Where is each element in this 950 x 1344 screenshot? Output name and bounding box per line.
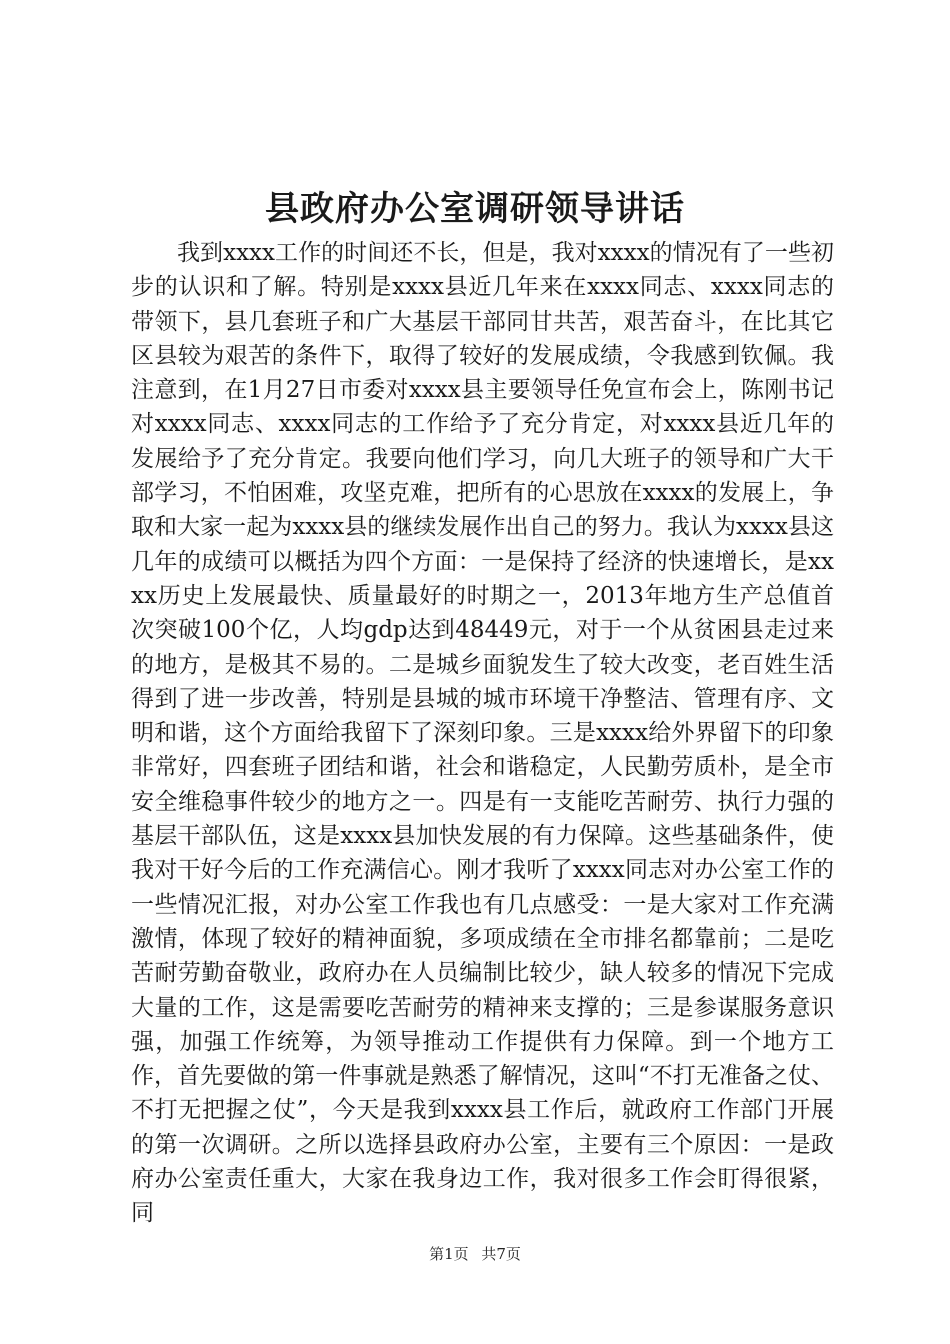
page-number: 第1页 bbox=[429, 1245, 469, 1263]
page-footer bbox=[0, 1243, 950, 1265]
page-total: 共7页 bbox=[481, 1245, 521, 1263]
document-body-paragraph: 我到xxxx工作的时间还不长，但是，我对xxxx的情况有了一些初步的认识和了解。特别是xxxx县近几年来在xxxx同志、xxxx同志的带领下，县几套班子和广大基层干部同甘共苦，艰苦奋斗，在比其它区县较为艰苦的条件下，取得了较好的发展成绩，令我感到钦佩。我注意到，在1月27日市委对xxxx县主要领导任免宣布会上，陈刚书记对xxxx同志、xxxx同志的工作给予了充分肯定，对xxxx县近几年的发展给予了充分肯定。我要向他们学习，向几大班子的领导和广大干部学习，不怕困难，攻坚克难，把所有的心思放在xxxx的发展上，争取和大家一起为xxxx县的继续发展作出自己的努力。我认为xxxx县这几年的成绩可以概括为四个方面：一是保持了经济的快速增长，是xxxx历史上发展最快、质量最好的时期之一，2013年地方生产总值首次突破100个亿，人均gdp达到48449元，对于一个从贫困县走过来的地方，是极其不易的。二是城乡面貌发生了较大改变，老百姓生活得到了进一步改善，特别是县城的城市环境干净整洁、管理有序、文明和谐，这个方面给我留下了深刻印象。三是xxxx给外界留下的印象非常好，四套班子团结和谐，社会和谐稳定，人民勤劳质朴，是全市安全维稳事件较少的地方之一。四是有一支能吃苦耐劳、执行力强的基层干部队伍，这是xxxx县加快发展的有力保障。这些基础条件，使我对干好今后的工作充满信心。刚才我听了xxxx同志对办公室工作的一些情况汇报，对办公室工作我也有几点感受：一是大家对工作充满激情，体现了较好的精神面貌，多项成绩在全市排名都靠前；二是吃苦耐劳勤奋敬业，政府办在人员编制比较少，缺人较多的情况下完成大量的工作，这是需要吃苦耐劳的精神来支撑的；三是参谋服务意识强，加强工作统筹，为领导推动工作提供有力保障。到一个地方工作，首先要做的第一件事就是熟悉了解情况，这叫“不打无准备之仗、不打无把握之仗”，今天是我到xxxx县工作后，就政府工作部门开展的第一次调研。之所以选择县政府办公室，主要有三个原因：一是政府办公室责任重大，大家在我身边工作，我对很多工作会盯得很紧，同 bbox=[131, 240, 834, 1227]
document-title: 县政府办公室调研领导讲话 bbox=[265, 189, 685, 229]
